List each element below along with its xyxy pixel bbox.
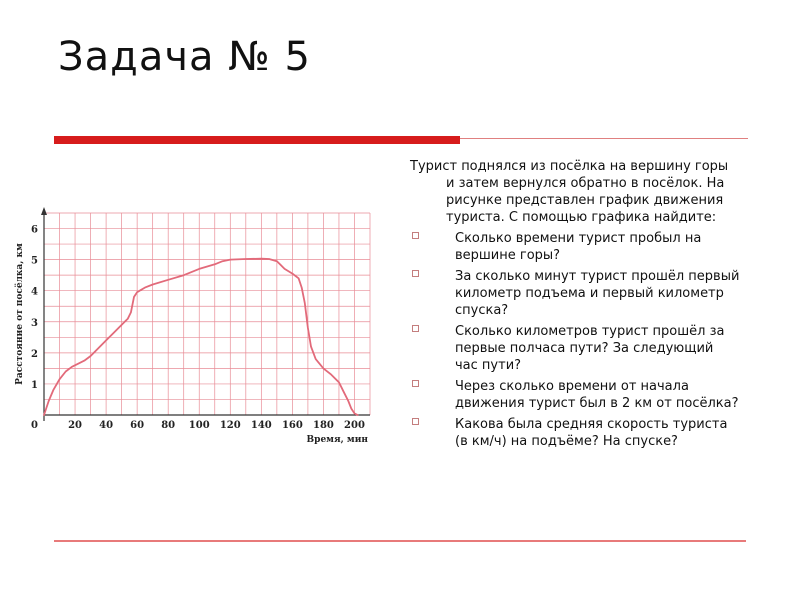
square-bullet-icon xyxy=(412,270,419,277)
problem-text xyxy=(410,158,740,454)
y-tick-label: 1 xyxy=(31,379,38,391)
x-tick-label: 200 xyxy=(344,420,365,431)
square-bullet-icon xyxy=(412,380,419,387)
question-item xyxy=(410,416,740,450)
question-item xyxy=(410,230,740,264)
x-axis-label: Время, мин xyxy=(306,435,368,445)
y-tick-label: 2 xyxy=(31,348,38,360)
question-text: Какова была средняя скорость туриста (в км/ч) на подъёме? На спуске? xyxy=(455,417,728,449)
series-line xyxy=(44,259,358,415)
x-tick-label: 80 xyxy=(161,420,176,431)
bottom-divider xyxy=(54,540,746,542)
y-axis-label: Расстояние от посёлка, км xyxy=(15,243,25,385)
title-divider-thick xyxy=(54,136,460,144)
x-tick-label: 100 xyxy=(188,420,210,431)
x-tick-label: 180 xyxy=(312,420,334,431)
question-text: Через сколько времени от начала движения турист был в 2 км от посёлка? xyxy=(455,379,739,411)
y-tick-label: 5 xyxy=(31,255,38,267)
x-tick-label: 60 xyxy=(130,420,145,431)
question-item xyxy=(410,268,740,319)
x-tick-label: 160 xyxy=(281,420,303,431)
square-bullet-icon xyxy=(412,325,419,332)
question-text: За сколько минут турист прошёл первый километр подъема и первый километр спуска? xyxy=(455,269,740,318)
y-tick-label: 6 xyxy=(31,224,38,236)
question-text: Сколько километров турист прошёл за первые полчаса пути? За следующий час пути? xyxy=(455,324,725,373)
question-item xyxy=(410,378,740,412)
distance-time-chart xyxy=(12,205,372,455)
y-tick-label: 4 xyxy=(31,286,38,298)
x-tick-label: 40 xyxy=(99,420,114,431)
origin-label: 0 xyxy=(31,420,38,431)
y-axis-arrow-icon xyxy=(41,207,47,215)
square-bullet-icon xyxy=(412,232,419,239)
y-tick-label: 3 xyxy=(31,317,38,329)
slide-title: Задача № 5 xyxy=(58,34,311,80)
x-tick-label: 20 xyxy=(68,420,83,431)
title-divider-thin xyxy=(460,138,748,139)
question-list xyxy=(410,230,740,450)
x-tick-label: 120 xyxy=(219,420,241,431)
question-item xyxy=(410,323,740,374)
question-text: Сколько времени турист пробыл на вершине горы? xyxy=(455,231,702,263)
x-tick-label: 140 xyxy=(250,420,272,431)
problem-intro: Турист поднялся из посёлка на вершину горы и затем вернулся обратно в посёлок. На рисунке представлен график движения туриста. С помощью графика найдите: xyxy=(410,159,729,225)
square-bullet-icon xyxy=(412,418,419,425)
